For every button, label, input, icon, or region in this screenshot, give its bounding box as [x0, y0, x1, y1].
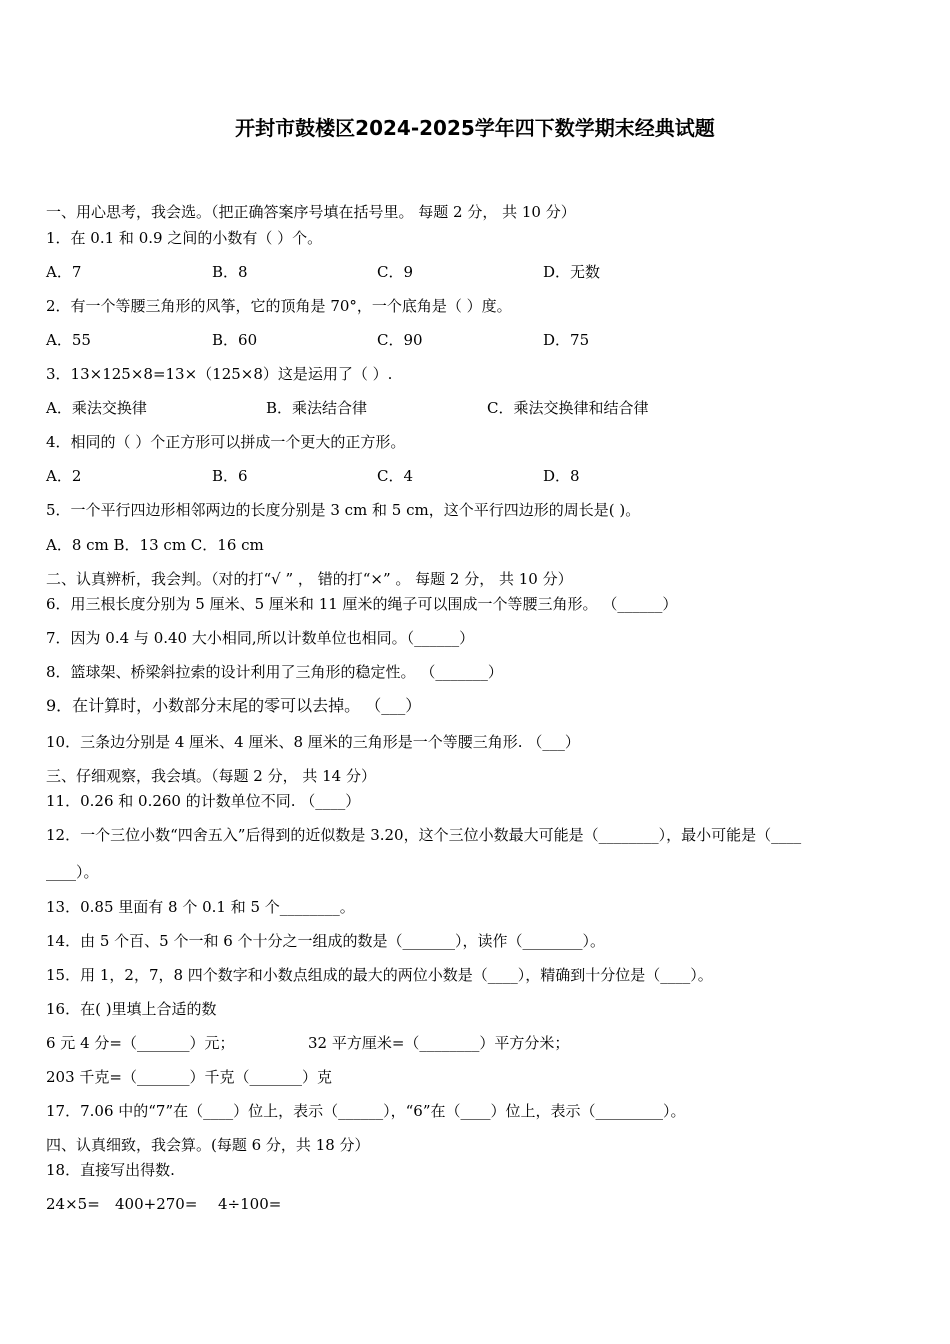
- question-15: 15．用 1，2，7，8 四个数字和小数点组成的最大的两位小数是（____），精确到十分位是（____）。: [46, 966, 713, 984]
- question-11: 11．0.26 和 0.260 的计数单位不同. （____）: [46, 792, 361, 810]
- q18-item-1: 24×5=: [46, 1195, 100, 1213]
- q3-option-c: C．乘法交换律和结合律: [487, 399, 649, 417]
- question-3: 3．13×125×8=13×（125×8）这是运用了（ ）.: [46, 365, 393, 383]
- question-9: 9．在计算时，小数部分末尾的零可以去掉。 （___）: [46, 696, 422, 715]
- section-3-heading: 三、仔细观察，我会填。（每题 2 分， 共 14 分）: [46, 767, 376, 785]
- question-18: 18．直接写出得数.: [46, 1161, 175, 1179]
- section-1-heading: 一、用心思考，我会选。（把正确答案序号填在括号里。 每题 2 分， 共 10 分）: [46, 203, 576, 221]
- q16-item-a: 6 元 4 分=（_______）元；: [46, 1034, 235, 1052]
- question-1: 1．在 0.1 和 0.9 之间的小数有（ ）个。: [46, 229, 323, 247]
- q16-item-c: 203 千克=（_______）千克（_______）克: [46, 1068, 332, 1086]
- question-17: 17．7.06 中的“7”在（____）位上，表示（______），“6”在（____）位上，表示（_________）。: [46, 1102, 686, 1120]
- question-8: 8．篮球架、桥梁斜拉索的设计利用了三角形的稳定性。 （_______）: [46, 663, 503, 681]
- q5-options: A．8 cm B．13 cm C．16 cm: [46, 536, 264, 554]
- question-5: 5．一个平行四边形相邻两边的长度分别是 3 cm 和 5 cm，这个平行四边形的周长是( )。: [46, 501, 641, 519]
- question-7: 7．因为 0.4 与 0.40 大小相同,所以计数单位也相同。（______）: [46, 629, 475, 647]
- section-4-heading: 四、认真细致，我会算。(每题 6 分，共 18 分）: [46, 1136, 370, 1154]
- q4-option-a: A．2: [46, 467, 82, 485]
- q18-item-3: 4÷100=: [218, 1195, 282, 1213]
- q4-option-c: C．4: [377, 467, 414, 485]
- q1-option-b: B．8: [212, 263, 248, 281]
- q16-item-b: 32 平方厘米=（________）平方分米；: [308, 1034, 570, 1052]
- q1-option-c: C．9: [377, 263, 414, 281]
- question-4: 4．相同的（ ）个正方形可以拼成一个更大的正方形。: [46, 433, 406, 451]
- q18-item-2: 400+270=: [115, 1195, 198, 1213]
- q4-option-b: B．6: [212, 467, 248, 485]
- q3-option-a: A．乘法交换律: [46, 399, 147, 417]
- section-2-heading: 二、认真辨析，我会判。（对的打“√ ” ， 错的打“×” 。 每题 2 分， 共 10 分）: [46, 570, 573, 588]
- q3-option-b: B．乘法结合律: [266, 399, 368, 417]
- q2-option-a: A．55: [46, 331, 91, 349]
- question-6: 6．用三根长度分别为 5 厘米、5 厘米和 11 厘米的绳子可以围成一个等腰三角形。 （______）: [46, 595, 678, 613]
- q2-option-c: C．90: [377, 331, 423, 349]
- q2-option-b: B．60: [212, 331, 258, 349]
- question-13: 13．0.85 里面有 8 个 0.1 和 5 个________。: [46, 898, 355, 916]
- question-14: 14．由 5 个百、5 个一和 6 个十分之一组成的数是（_______），读作（________）。: [46, 932, 606, 950]
- question-10: 10．三条边分别是 4 厘米、4 厘米、8 厘米的三角形是一个等腰三角形. （___）: [46, 733, 580, 751]
- q1-option-a: A．7: [46, 263, 82, 281]
- question-12: 12．一个三位小数“四舍五入”后得到的近似数是 3.20，这个三位小数最大可能是（________），最小可能是（____: [46, 826, 802, 844]
- q4-option-d: D．8: [543, 467, 580, 485]
- page-title: 开封市鼓楼区2024-2025学年四下数学期末经典试题: [235, 116, 715, 140]
- q2-option-d: D．75: [543, 331, 590, 349]
- question-16: 16．在( )里填上合适的数: [46, 1000, 217, 1018]
- q1-option-d: D．无数: [543, 263, 601, 281]
- question-12-continued: ____）。: [46, 863, 99, 881]
- question-2: 2．有一个等腰三角形的风筝，它的顶角是 70°，一个底角是（ ）度。: [46, 297, 512, 315]
